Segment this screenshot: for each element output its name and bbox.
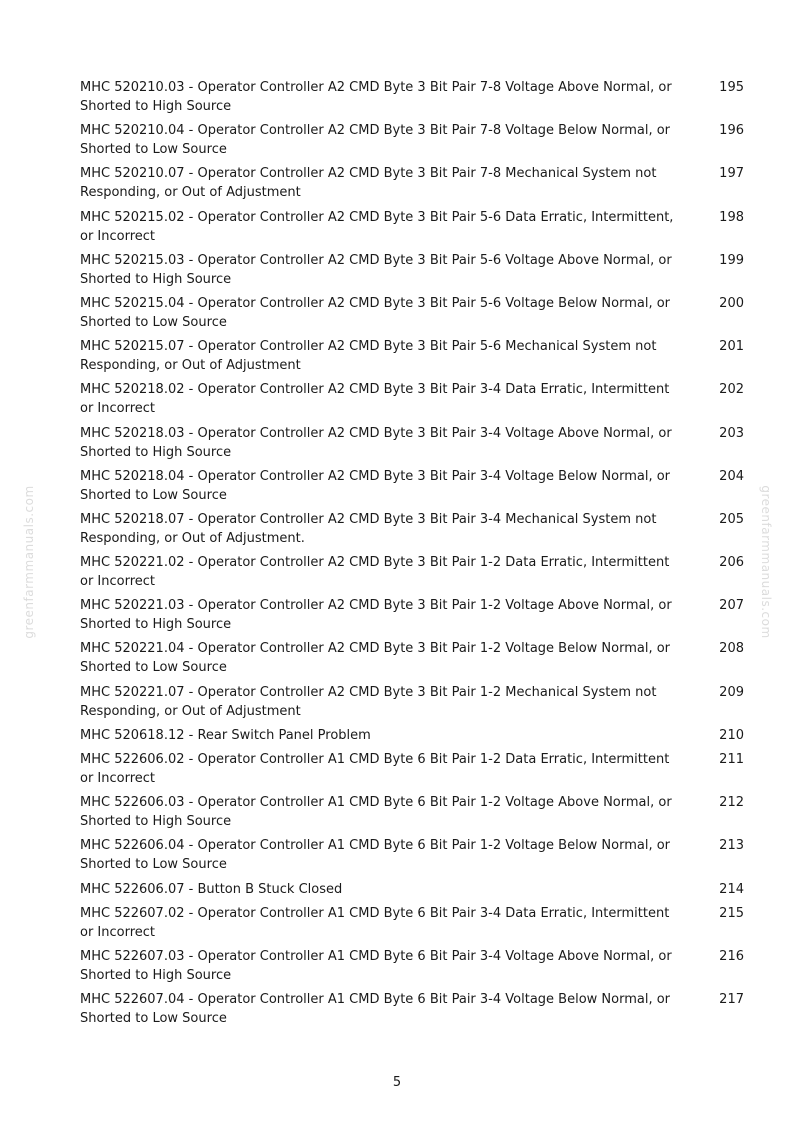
toc-entry-title: MHC 520218.02 - Operator Controller A2 CMD Byte 3 Bit Pair 3-4 Data Erratic, Intermittent or Incorrect <box>80 382 670 417</box>
toc-entry-page: 199 <box>719 252 744 268</box>
toc-entry[interactable] <box>80 683 744 721</box>
toc-entry-title: MHC 522607.04 - Operator Controller A1 CMD Byte 6 Bit Pair 3-4 Voltage Below Normal, or Shorted to Low Source <box>80 992 671 1027</box>
toc-entry[interactable] <box>80 553 744 591</box>
toc-entry-page: 196 <box>719 123 744 139</box>
toc-entry-title: MHC 520215.04 - Operator Controller A2 CMD Byte 3 Bit Pair 5-6 Voltage Below Normal, or Shorted to Low Source <box>80 295 671 330</box>
toc-entry-title: MHC 520618.12 - Rear Switch Panel Problem <box>80 727 371 743</box>
toc-entry-title: MHC 522607.03 - Operator Controller A1 CMD Byte 6 Bit Pair 3-4 Voltage Above Normal, or Shorted to High Source <box>80 948 672 983</box>
toc-entry-page: 197 <box>719 166 744 182</box>
toc-entry[interactable] <box>80 947 744 985</box>
toc-entry-title: MHC 522607.02 - Operator Controller A1 CMD Byte 6 Bit Pair 3-4 Data Erratic, Intermittent or Incorrect <box>80 905 670 940</box>
toc-entry-page: 200 <box>719 295 744 311</box>
toc-entry[interactable] <box>80 380 744 418</box>
toc-entry[interactable] <box>80 793 744 831</box>
toc-entry-title: MHC 520221.03 - Operator Controller A2 CMD Byte 3 Bit Pair 1-2 Voltage Above Normal, or Shorted to High Source <box>80 598 672 633</box>
toc-entry-page: 210 <box>719 727 744 743</box>
toc-entry[interactable] <box>80 467 744 505</box>
toc-entry-title: MHC 520210.03 - Operator Controller A2 CMD Byte 3 Bit Pair 7-8 Voltage Above Normal, or Shorted to High Source <box>80 80 672 114</box>
toc-entry-title: MHC 522606.03 - Operator Controller A1 CMD Byte 6 Bit Pair 1-2 Voltage Above Normal, or Shorted to High Source <box>80 795 672 830</box>
toc-entry-page: 217 <box>719 992 744 1008</box>
toc-entry[interactable] <box>80 510 744 548</box>
toc-entry-title: MHC 522606.04 - Operator Controller A1 CMD Byte 6 Bit Pair 1-2 Voltage Below Normal, or Shorted to Low Source <box>80 838 671 873</box>
toc-entry-title: MHC 520210.04 - Operator Controller A2 CMD Byte 3 Bit Pair 7-8 Voltage Below Normal, or Shorted to Low Source <box>80 123 671 158</box>
toc-entry-page: 208 <box>719 641 744 657</box>
toc-entry-page: 204 <box>719 468 744 484</box>
toc-entry-title: MHC 520218.04 - Operator Controller A2 CMD Byte 3 Bit Pair 3-4 Voltage Below Normal, or Shorted to Low Source <box>80 468 671 503</box>
toc-entry[interactable] <box>80 294 744 332</box>
toc-entry-page: 201 <box>719 339 744 355</box>
toc-entry-title: MHC 522606.07 - Button B Stuck Closed <box>80 881 343 897</box>
toc-entry-title: MHC 520221.07 - Operator Controller A2 CMD Byte 3 Bit Pair 1-2 Mechanical System not Responding, or Out of Adjustment <box>80 684 657 719</box>
toc-entry[interactable] <box>80 337 744 375</box>
toc-entry[interactable] <box>80 750 744 788</box>
toc-entry-title: MHC 520215.07 - Operator Controller A2 CMD Byte 3 Bit Pair 5-6 Mechanical System not Responding, or Out of Adjustment <box>80 339 657 374</box>
toc-entry[interactable] <box>80 251 744 289</box>
toc-entry-page: 205 <box>719 511 744 527</box>
toc-entry-page: 209 <box>719 684 744 700</box>
toc-entry-title: MHC 522606.02 - Operator Controller A1 CMD Byte 6 Bit Pair 1-2 Data Erratic, Intermittent or Incorrect <box>80 752 670 786</box>
toc-entry-page: 212 <box>719 795 744 811</box>
toc-entry[interactable] <box>80 990 744 1028</box>
toc-entry-page: 195 <box>719 80 744 95</box>
toc-entry-page: 213 <box>719 838 744 854</box>
toc-entry-page: 214 <box>719 881 744 897</box>
toc-entry-page: 203 <box>719 425 744 441</box>
toc-entry[interactable] <box>80 904 744 942</box>
toc-entry[interactable] <box>80 78 744 116</box>
page-number: 5 <box>392 1075 402 1090</box>
toc-entry[interactable] <box>80 596 744 634</box>
toc-entry[interactable] <box>80 836 744 874</box>
watermark-left: greenfarmmanuals.com <box>22 485 36 639</box>
toc-entry[interactable] <box>80 121 744 159</box>
toc-entry-title: MHC 520218.07 - Operator Controller A2 CMD Byte 3 Bit Pair 3-4 Mechanical System not Responding, or Out of Adjustment. <box>80 511 657 546</box>
toc-entry-page: 215 <box>719 905 744 921</box>
toc-entry[interactable] <box>80 639 744 677</box>
toc-entry-title: MHC 520221.04 - Operator Controller A2 CMD Byte 3 Bit Pair 1-2 Voltage Below Normal, or Shorted to Low Source <box>80 641 671 676</box>
toc-entry-page: 202 <box>719 382 744 398</box>
toc-entry-title: MHC 520218.03 - Operator Controller A2 CMD Byte 3 Bit Pair 3-4 Voltage Above Normal, or Shorted to High Source <box>80 425 672 460</box>
toc-entry[interactable] <box>80 880 744 899</box>
toc-entry-page: 211 <box>719 752 744 767</box>
toc-entry-title: MHC 520210.07 - Operator Controller A2 CMD Byte 3 Bit Pair 7-8 Mechanical System not Responding, or Out of Adjustment <box>80 166 657 201</box>
toc-entry[interactable] <box>80 164 744 202</box>
toc-entry-title: MHC 520215.02 - Operator Controller A2 CMD Byte 3 Bit Pair 5-6 Data Erratic, Intermittent, or Incorrect <box>80 209 674 244</box>
toc-entry[interactable] <box>80 424 744 462</box>
toc-entry-title: MHC 520221.02 - Operator Controller A2 CMD Byte 3 Bit Pair 1-2 Data Erratic, Intermittent or Incorrect <box>80 555 670 590</box>
toc-entry-title: MHC 520215.03 - Operator Controller A2 CMD Byte 3 Bit Pair 5-6 Voltage Above Normal, or Shorted to High Source <box>80 252 672 287</box>
table-of-contents <box>80 78 744 1033</box>
toc-entry[interactable] <box>80 726 744 745</box>
toc-entry-page: 206 <box>719 555 744 571</box>
watermark-right: greenfarmmanuals.com <box>759 485 773 639</box>
toc-entry[interactable] <box>80 208 744 246</box>
toc-entry-page: 207 <box>719 598 744 614</box>
toc-entry-page: 198 <box>719 209 744 225</box>
toc-entry-page: 216 <box>719 948 744 964</box>
